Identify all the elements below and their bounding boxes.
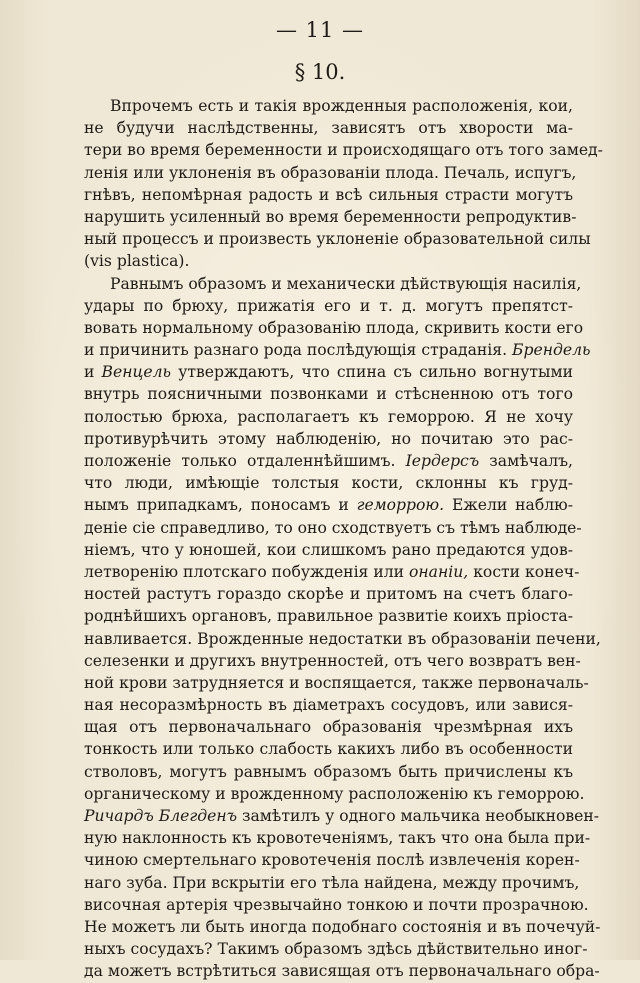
text-segment: не будучи наслѣдственны, зависятъ отъ хворости ма- xyxy=(84,119,573,138)
text-segment: (vis plastica). xyxy=(84,252,190,271)
text-line xyxy=(84,428,573,450)
text-segment: ленія или уклоненія въ образованіи плода. Печаль, испугъ, xyxy=(84,163,577,182)
text-line xyxy=(84,162,577,184)
text-segment: Ежели наблю- xyxy=(444,496,573,515)
text-line xyxy=(84,361,573,383)
italic-name: Ричардъ Блегденъ xyxy=(84,807,238,825)
text-segment: положеніе только отдаленнѣйшимъ. xyxy=(84,452,406,470)
text-line xyxy=(84,139,603,161)
text-segment: височная артерія чрезвычайно тонкою и почти прозрачною. xyxy=(84,895,589,914)
text-segment: тери во время беременности и происходящаго отъ того замед- xyxy=(84,141,603,160)
text-segment: ную наклонность къ кровотеченіямъ, такъ что она была при- xyxy=(84,829,591,848)
text-line xyxy=(84,406,573,428)
text-segment: и причинить разнаго рода послѣдующія страданія. xyxy=(84,341,513,360)
italic-name: Брендель xyxy=(512,341,591,360)
text-segment: внутрь поясничными позвонками и стѣсненною отъ того xyxy=(84,385,573,404)
text-segment: деніе сіе справедливо, то оно сходствуетъ съ тѣмъ наблюде- xyxy=(84,518,582,537)
text-segment: утверждаютъ, что спина съ сильно вогнутыми xyxy=(171,363,573,382)
text-line xyxy=(84,894,589,916)
text-line xyxy=(84,561,580,583)
text-segment: Равнымъ образомъ и механически дѣйствующія насилія, xyxy=(110,274,582,293)
text-segment: кости конеч- xyxy=(468,562,580,581)
text-line xyxy=(84,827,591,849)
text-segment: гнѣвъ, непомѣрная радость и всѣ сильныя страсти могутъ xyxy=(84,185,573,204)
text-line xyxy=(84,761,573,783)
text-segment: стволовъ, могутъ равнымъ образомъ быть причислены къ xyxy=(84,762,573,781)
italic-name: онаніи, xyxy=(409,562,469,581)
text-line xyxy=(84,672,589,694)
text-segment: тонкость или только слабость какихъ либо въ особенности xyxy=(84,740,573,759)
text-segment: роднѣйшихъ органовъ, правильное развитіе коихъ пріоста- xyxy=(84,607,573,626)
text-segment: наго зуба. При вскрытіи его тѣла найдена, между прочимъ, xyxy=(84,873,580,892)
text-line xyxy=(84,650,581,672)
text-line xyxy=(84,184,573,206)
text-segment: ностей растутъ гораздо скорѣе и притомъ на счетъ благо- xyxy=(84,585,573,604)
text-line xyxy=(84,317,584,339)
text-segment: летворенію плотскаго побужденія или xyxy=(84,562,410,581)
text-segment: ной крови затрудняется и воспящается, также первоначаль- xyxy=(84,673,589,692)
text-line xyxy=(84,517,582,539)
text-segment: что люди, имѣющіе толстыя кости, склонны къ груд- xyxy=(84,474,573,493)
text-segment: Не можетъ ли быть иногда подобнаго состоянія и въ почечуй- xyxy=(84,917,601,936)
text-segment: замѣтилъ у одного мальчика необыкновен- xyxy=(237,807,600,825)
text-segment: противурѣчить этому наблюденію, но почитаю это рас- xyxy=(84,429,573,448)
text-line xyxy=(84,783,585,805)
text-line xyxy=(84,250,573,272)
text-segment: удары по брюху, прижатія его и т. д. могутъ препятст- xyxy=(84,296,573,315)
text-line xyxy=(84,938,588,960)
text-segment: щая отъ первоначальнаго образованія чрезмѣрная ихъ xyxy=(84,718,573,737)
text-line xyxy=(84,472,573,494)
text-segment: органическому и врожденному расположенію къ геморрою. xyxy=(84,784,585,803)
section-heading: § 10. xyxy=(294,60,346,84)
text-segment: да можетъ встрѣтиться зависящая отъ первоначальнаго обра- xyxy=(84,962,600,981)
text-line xyxy=(84,805,600,827)
text-line xyxy=(84,916,601,938)
body-text xyxy=(84,95,603,983)
page-number: — 11 — xyxy=(275,18,365,42)
text-line xyxy=(84,450,573,472)
text-line xyxy=(84,295,573,317)
text-segment: ный процессъ и произвесть уклоненіе образовательной силы xyxy=(84,230,591,249)
text-line xyxy=(84,960,600,982)
text-segment: селезенки и другихъ внутренностей, отъ чего возвратъ вен- xyxy=(84,651,581,670)
italic-name: Венцель xyxy=(101,363,172,382)
text-line xyxy=(84,339,591,361)
text-segment: нымъ припадкамъ, поносамъ и xyxy=(84,496,357,515)
text-segment: нарушить усиленный во время беременности репродуктив- xyxy=(84,207,577,226)
text-line xyxy=(84,117,573,139)
italic-name: геморрою. xyxy=(356,496,445,515)
text-line xyxy=(84,849,580,871)
text-segment: чиною смертельнаго кровотеченія послѣ извлеченія корен- xyxy=(84,851,580,870)
text-segment: навливается. Врожденные недостатки въ образованіи печени, xyxy=(84,629,601,648)
text-segment: Впрочемъ есть и такія врожденныя расположенія, кои, xyxy=(110,97,573,115)
text-line xyxy=(84,872,580,894)
text-line xyxy=(84,716,573,738)
text-line xyxy=(84,494,573,516)
text-segment: полостью брюха, располагаетъ къ геморрою. Я не хочу xyxy=(84,407,573,426)
text-segment: ніемъ, что у юношей, кои слишкомъ рано предаются удов- xyxy=(84,540,573,559)
text-line xyxy=(84,228,591,250)
text-segment: ныхъ сосудахъ? Такимъ образомъ здѣсь дѣйствительно иног- xyxy=(84,940,588,959)
text-line xyxy=(84,206,577,228)
text-line xyxy=(84,738,573,760)
text-line xyxy=(84,583,573,605)
text-line xyxy=(84,383,573,405)
italic-name: Іердерсъ xyxy=(405,452,480,470)
text-segment: ная несоразмѣрность въ діаметрахъ сосудовъ, или завися- xyxy=(84,696,573,715)
text-line xyxy=(84,605,573,627)
text-segment: замѣчалъ, xyxy=(479,452,573,470)
text-line xyxy=(84,539,573,561)
text-segment: вовать нормальному образованію плода, скривить кости его xyxy=(84,318,584,337)
text-line xyxy=(84,95,573,117)
text-segment: и xyxy=(84,363,102,382)
text-line xyxy=(84,273,582,295)
text-line xyxy=(84,628,601,650)
text-line xyxy=(84,694,573,716)
